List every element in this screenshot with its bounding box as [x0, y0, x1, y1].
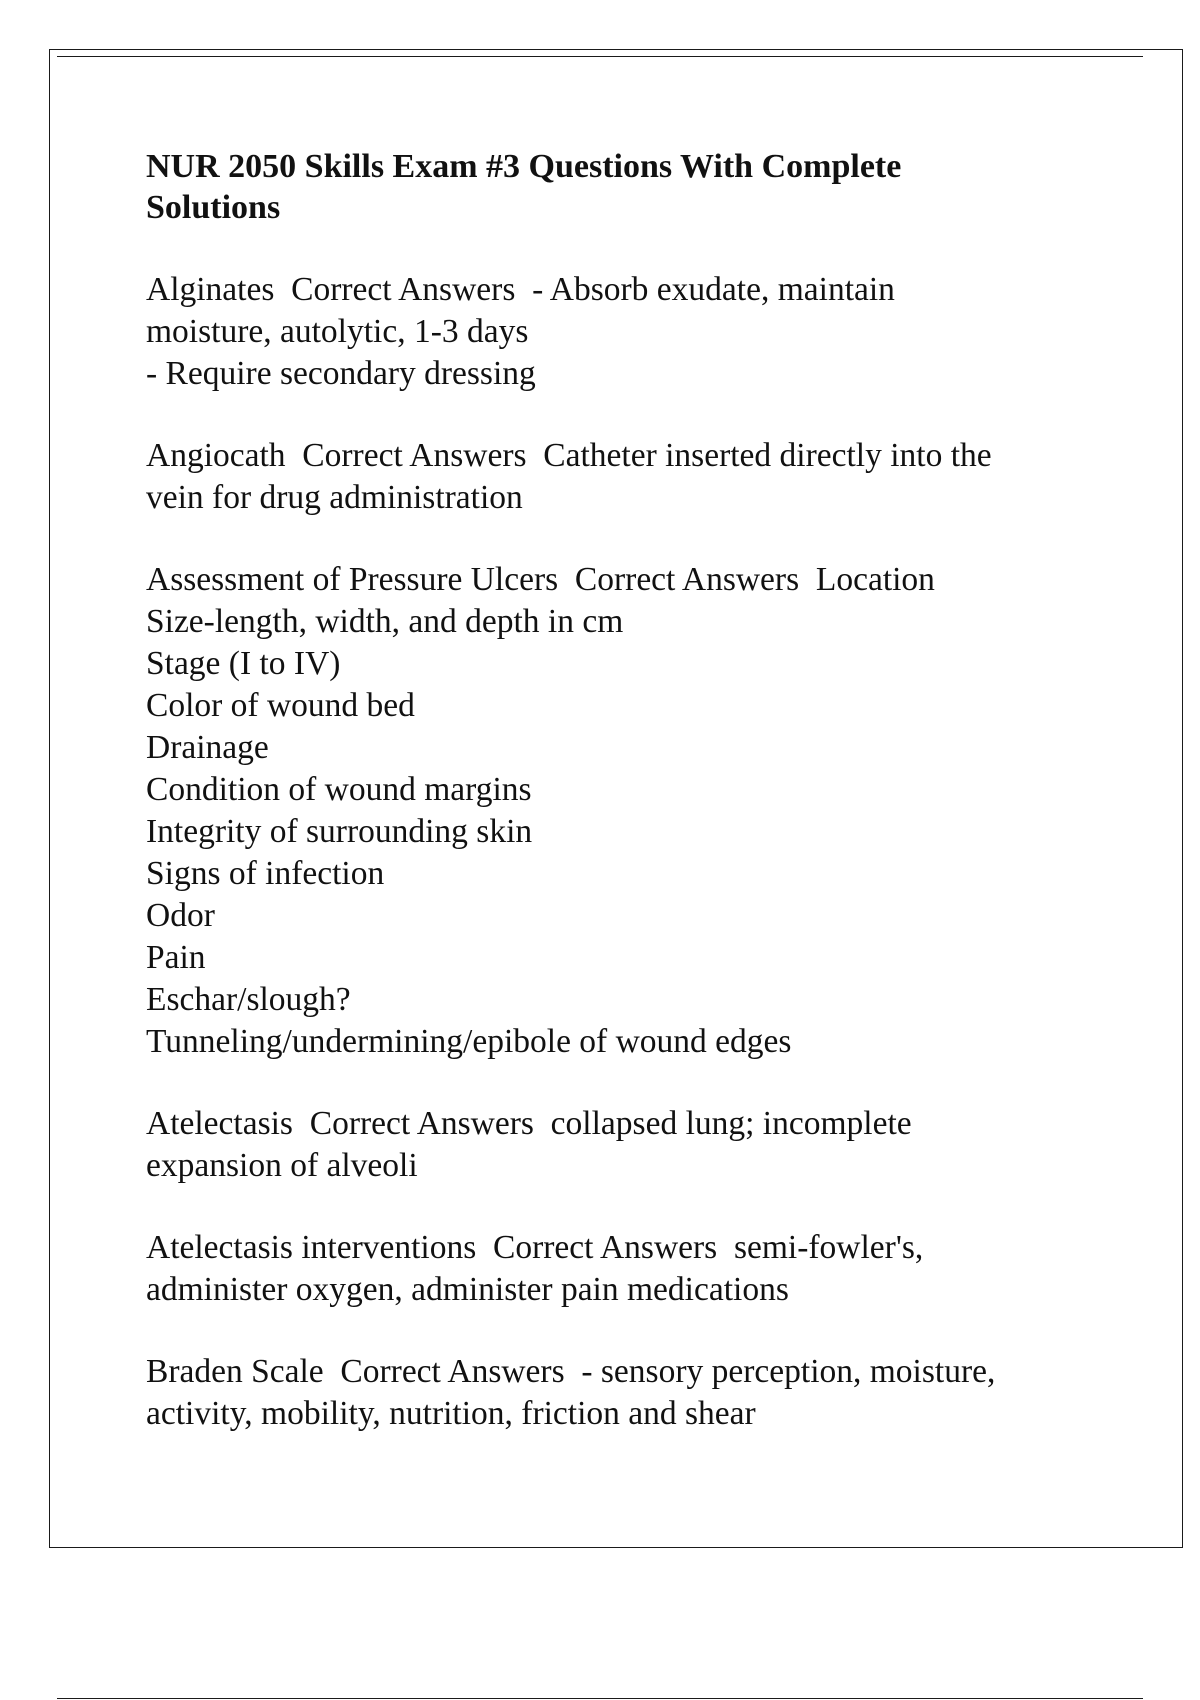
- entry-line: Tunneling/undermining/epibole of wound edges: [146, 1023, 792, 1060]
- entry-line: administer oxygen, administer pain medications: [146, 1271, 789, 1308]
- entry-line: Signs of infection: [146, 855, 385, 892]
- entry-line: activity, mobility, nutrition, friction and shear: [146, 1395, 756, 1432]
- entry-line: Integrity of surrounding skin: [146, 813, 533, 850]
- entry-line: Stage (I to IV): [146, 645, 341, 682]
- entry-line: Angiocath Correct Answers Catheter inserted directly into the: [146, 437, 992, 474]
- entry-line: Size-length, width, and depth in cm: [146, 603, 624, 640]
- entry-line: vein for drug administration: [146, 479, 523, 516]
- entry-alginates: [146, 269, 1096, 395]
- entry-atelectasis-interventions: [146, 1227, 1096, 1311]
- entry-line: - Require secondary dressing: [146, 355, 536, 392]
- entry-line: Drainage: [146, 729, 269, 766]
- entry-line: Braden Scale Correct Answers - sensory perception, moisture,: [146, 1353, 996, 1390]
- entry-line: Assessment of Pressure Ulcers Correct Answers Location: [146, 561, 935, 598]
- entry-line: Color of wound bed: [146, 687, 415, 724]
- entry-line: Atelectasis interventions Correct Answers semi-fowler's,: [146, 1229, 924, 1266]
- entry-line: Pain: [146, 939, 206, 976]
- entry-line: Odor: [146, 897, 215, 934]
- entry-angiocath: [146, 435, 1096, 519]
- entry-pressure-ulcers: [146, 559, 1096, 1063]
- document-title: [146, 146, 1096, 228]
- entry-line: expansion of alveoli: [146, 1147, 418, 1184]
- entry-line: moisture, autolytic, 1-3 days: [146, 313, 529, 350]
- entry-line: Condition of wound margins: [146, 771, 532, 808]
- document-body: [146, 146, 1096, 1475]
- entry-braden-scale: [146, 1351, 1096, 1435]
- entry-line: Atelectasis Correct Answers collapsed lung; incomplete: [146, 1105, 912, 1142]
- entry-line: Alginates Correct Answers - Absorb exudate, maintain: [146, 271, 895, 308]
- title-line: Solutions: [146, 189, 281, 226]
- entry-atelectasis: [146, 1103, 1096, 1187]
- entry-line: Eschar/slough?: [146, 981, 351, 1018]
- title-line: NUR 2050 Skills Exam #3 Questions With Complete: [146, 148, 902, 185]
- bottom-rule: [57, 1698, 1143, 1699]
